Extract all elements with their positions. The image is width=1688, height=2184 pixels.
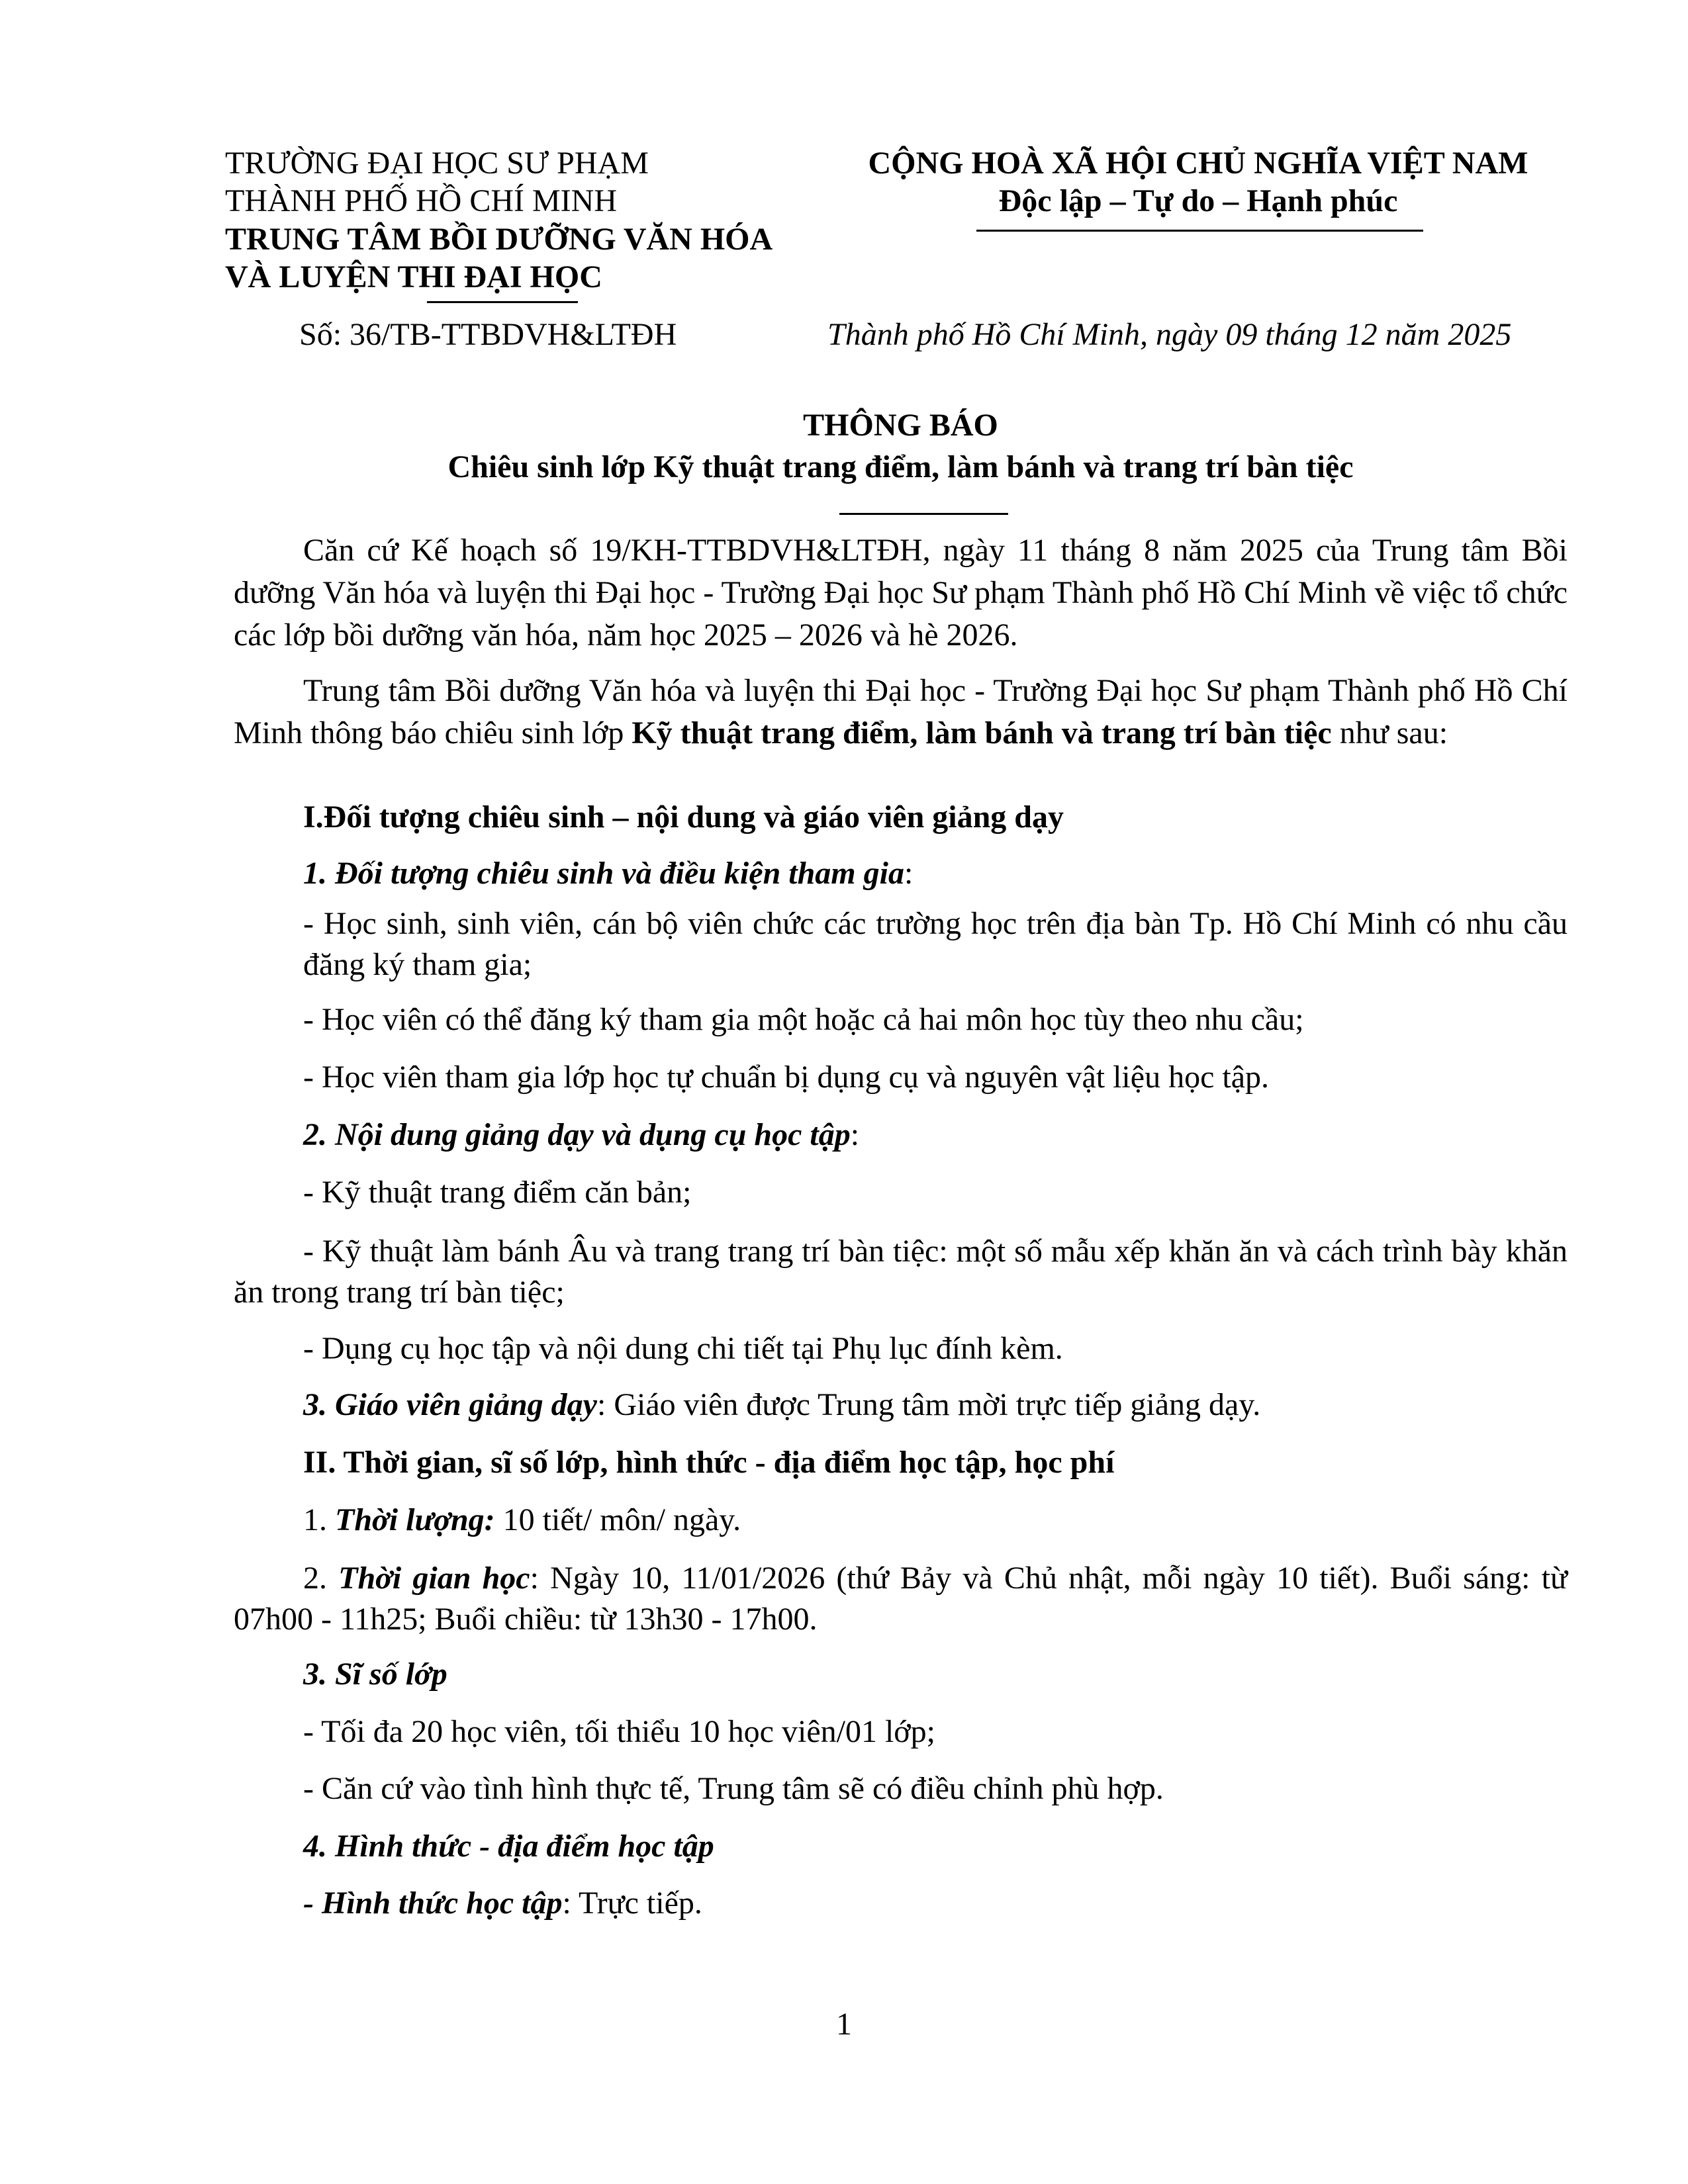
center-name-line-1: TRUNG TÂM BỒI DƯỠNG VĂN HÓA <box>225 222 773 257</box>
nation-title: CỘNG HOÀ XÃ HỘI CHỦ NGHĨA VIỆT NAM <box>868 146 1528 181</box>
nation-motto: Độc lập – Tự do – Hạnh phúc <box>998 183 1398 218</box>
duration-text: 10 tiết/ môn/ ngày. <box>494 1502 741 1537</box>
item-1-title: 1. Đối tượng chiêu sinh và điều kiện tham gia <box>303 856 904 891</box>
document-number: Số: 36/TB-TTBDVH&LTĐH <box>299 317 677 352</box>
section-1-item-3 <box>303 1385 1260 1425</box>
schedule-text: : Ngày 10, 11/01/2026 (thứ Bảy và Chủ nhật, mỗi ngày 10 tiết). Buổi sáng: từ 07h00 - 11h25; Buổi chiều: từ 13h30 - 17h00. <box>234 1561 1568 1637</box>
duration-title: Thời lượng: <box>335 1502 495 1537</box>
institution-line-1: TRƯỜNG ĐẠI HỌC SƯ PHẠM <box>225 146 649 181</box>
header-right-underline <box>976 230 1423 232</box>
intro-paragraph-2 <box>234 670 1568 754</box>
format-text: : Trực tiếp. <box>562 1886 702 1921</box>
bullet-makeup: - Kỹ thuật trang điểm căn bản; <box>303 1175 692 1210</box>
schedule-title: Thời gian học <box>338 1561 530 1596</box>
format-line <box>303 1884 702 1923</box>
document-subtitle: Chiêu sinh lớp Kỹ thuật trang điểm, làm bánh và trang trí bàn tiệc <box>447 449 1354 484</box>
center-name-line-2: VÀ LUYỆN THI ĐẠI HỌC <box>225 259 602 295</box>
bullet-participants: - Học sinh, sinh viên, cán bộ viên chức các trường học trên địa bàn Tp. Hồ Chí Minh có nhu cầu đăng ký tham gia; <box>303 906 1568 982</box>
item-2-title: 2. Nội dung giảng dạy và dụng cụ học tập <box>303 1117 851 1152</box>
section-2-item-1 <box>303 1500 741 1540</box>
item-3-title: 3. Giáo viên giảng dạy <box>303 1387 597 1422</box>
bullet-register: - Học viên có thể đăng ký tham gia một hoặc cả hai môn học tùy theo nhu cầu; <box>303 1002 1304 1037</box>
item-3-text: : Giáo viên được Trung tâm mời trực tiếp giảng dạy. <box>596 1387 1261 1422</box>
class-size-title: 3. Sĩ số lớp <box>303 1657 447 1692</box>
bullet-adjustment: - Căn cứ vào tình hình thực tế, Trung tâm sẽ có điều chỉnh phù hợp. <box>303 1771 1164 1806</box>
item-1-number: 1. <box>303 1502 335 1537</box>
intro-paragraph-1: Căn cứ Kế hoạch số 19/KH-TTBDVH&LTĐH, ngày 11 tháng 8 năm 2025 của Trung tâm Bồi dưỡng Văn hóa và luyện thi Đại học - Trường Đại học Sư phạm Thành phố Hồ Chí Minh về việc tổ chức các lớp bồi dưỡng văn hóa, năm học 2025 – 2026 và hè 2026. <box>234 533 1568 653</box>
header-left-underline <box>427 301 578 303</box>
format-title: - Hình thức học tập <box>303 1886 563 1921</box>
bullet-baking: - Kỹ thuật làm bánh Âu và trang trang trí bàn tiệc: một số mẫu xếp khăn ăn và cách trình bày khăn ăn trong trang trí bàn tiệc; <box>234 1234 1568 1310</box>
section-1-item-1: 1. Đối tượng chiêu sinh và điều kiện tham gia: <box>303 856 914 891</box>
course-name: Kỹ thuật trang điểm, làm bánh và trang trí bàn tiệc <box>632 715 1332 751</box>
format-location-title: 4. Hình thức - địa điểm học tập <box>303 1829 714 1864</box>
item-2-number: 2. <box>303 1561 339 1596</box>
section-2-item-2 <box>234 1558 1568 1640</box>
section-2-heading: II. Thời gian, sĩ số lớp, hình thức - địa điểm học tập, học phí <box>303 1445 1115 1480</box>
intro-p2-end: như sau: <box>1331 715 1448 751</box>
bullet-appendix: - Dụng cụ học tập và nội dung chi tiết tại Phụ lục đính kèm. <box>303 1331 1063 1366</box>
place-date: Thành phố Hồ Chí Minh, ngày 09 tháng 12 năm 2025 <box>827 317 1512 352</box>
title-underline <box>839 513 1008 515</box>
section-1-heading: I.Đối tượng chiêu sinh – nội dung và giáo viên giảng dạy <box>303 799 1064 835</box>
intro-p2-start: Trung tâm Bồi dưỡng Văn hóa và luyện thi Đại học - Trường Đại học Sư phạm Thành phố Hồ Chí Minh thông báo chiêu sinh lớp <box>234 673 1568 751</box>
bullet-materials: - Học viên tham gia lớp học tự chuẩn bị dụng cụ và nguyên vật liệu học tập. <box>303 1060 1270 1095</box>
document-title: THÔNG BÁO <box>803 408 998 443</box>
page-number: 1 <box>836 2007 852 2042</box>
bullet-class-size: - Tối đa 20 học viên, tối thiểu 10 học viên/01 lớp; <box>303 1714 936 1749</box>
institution-line-2: THÀNH PHỐ HỒ CHÍ MINH <box>225 183 617 218</box>
section-1-item-2: 2. Nội dung giảng dạy và dụng cụ học tập: <box>303 1117 860 1152</box>
